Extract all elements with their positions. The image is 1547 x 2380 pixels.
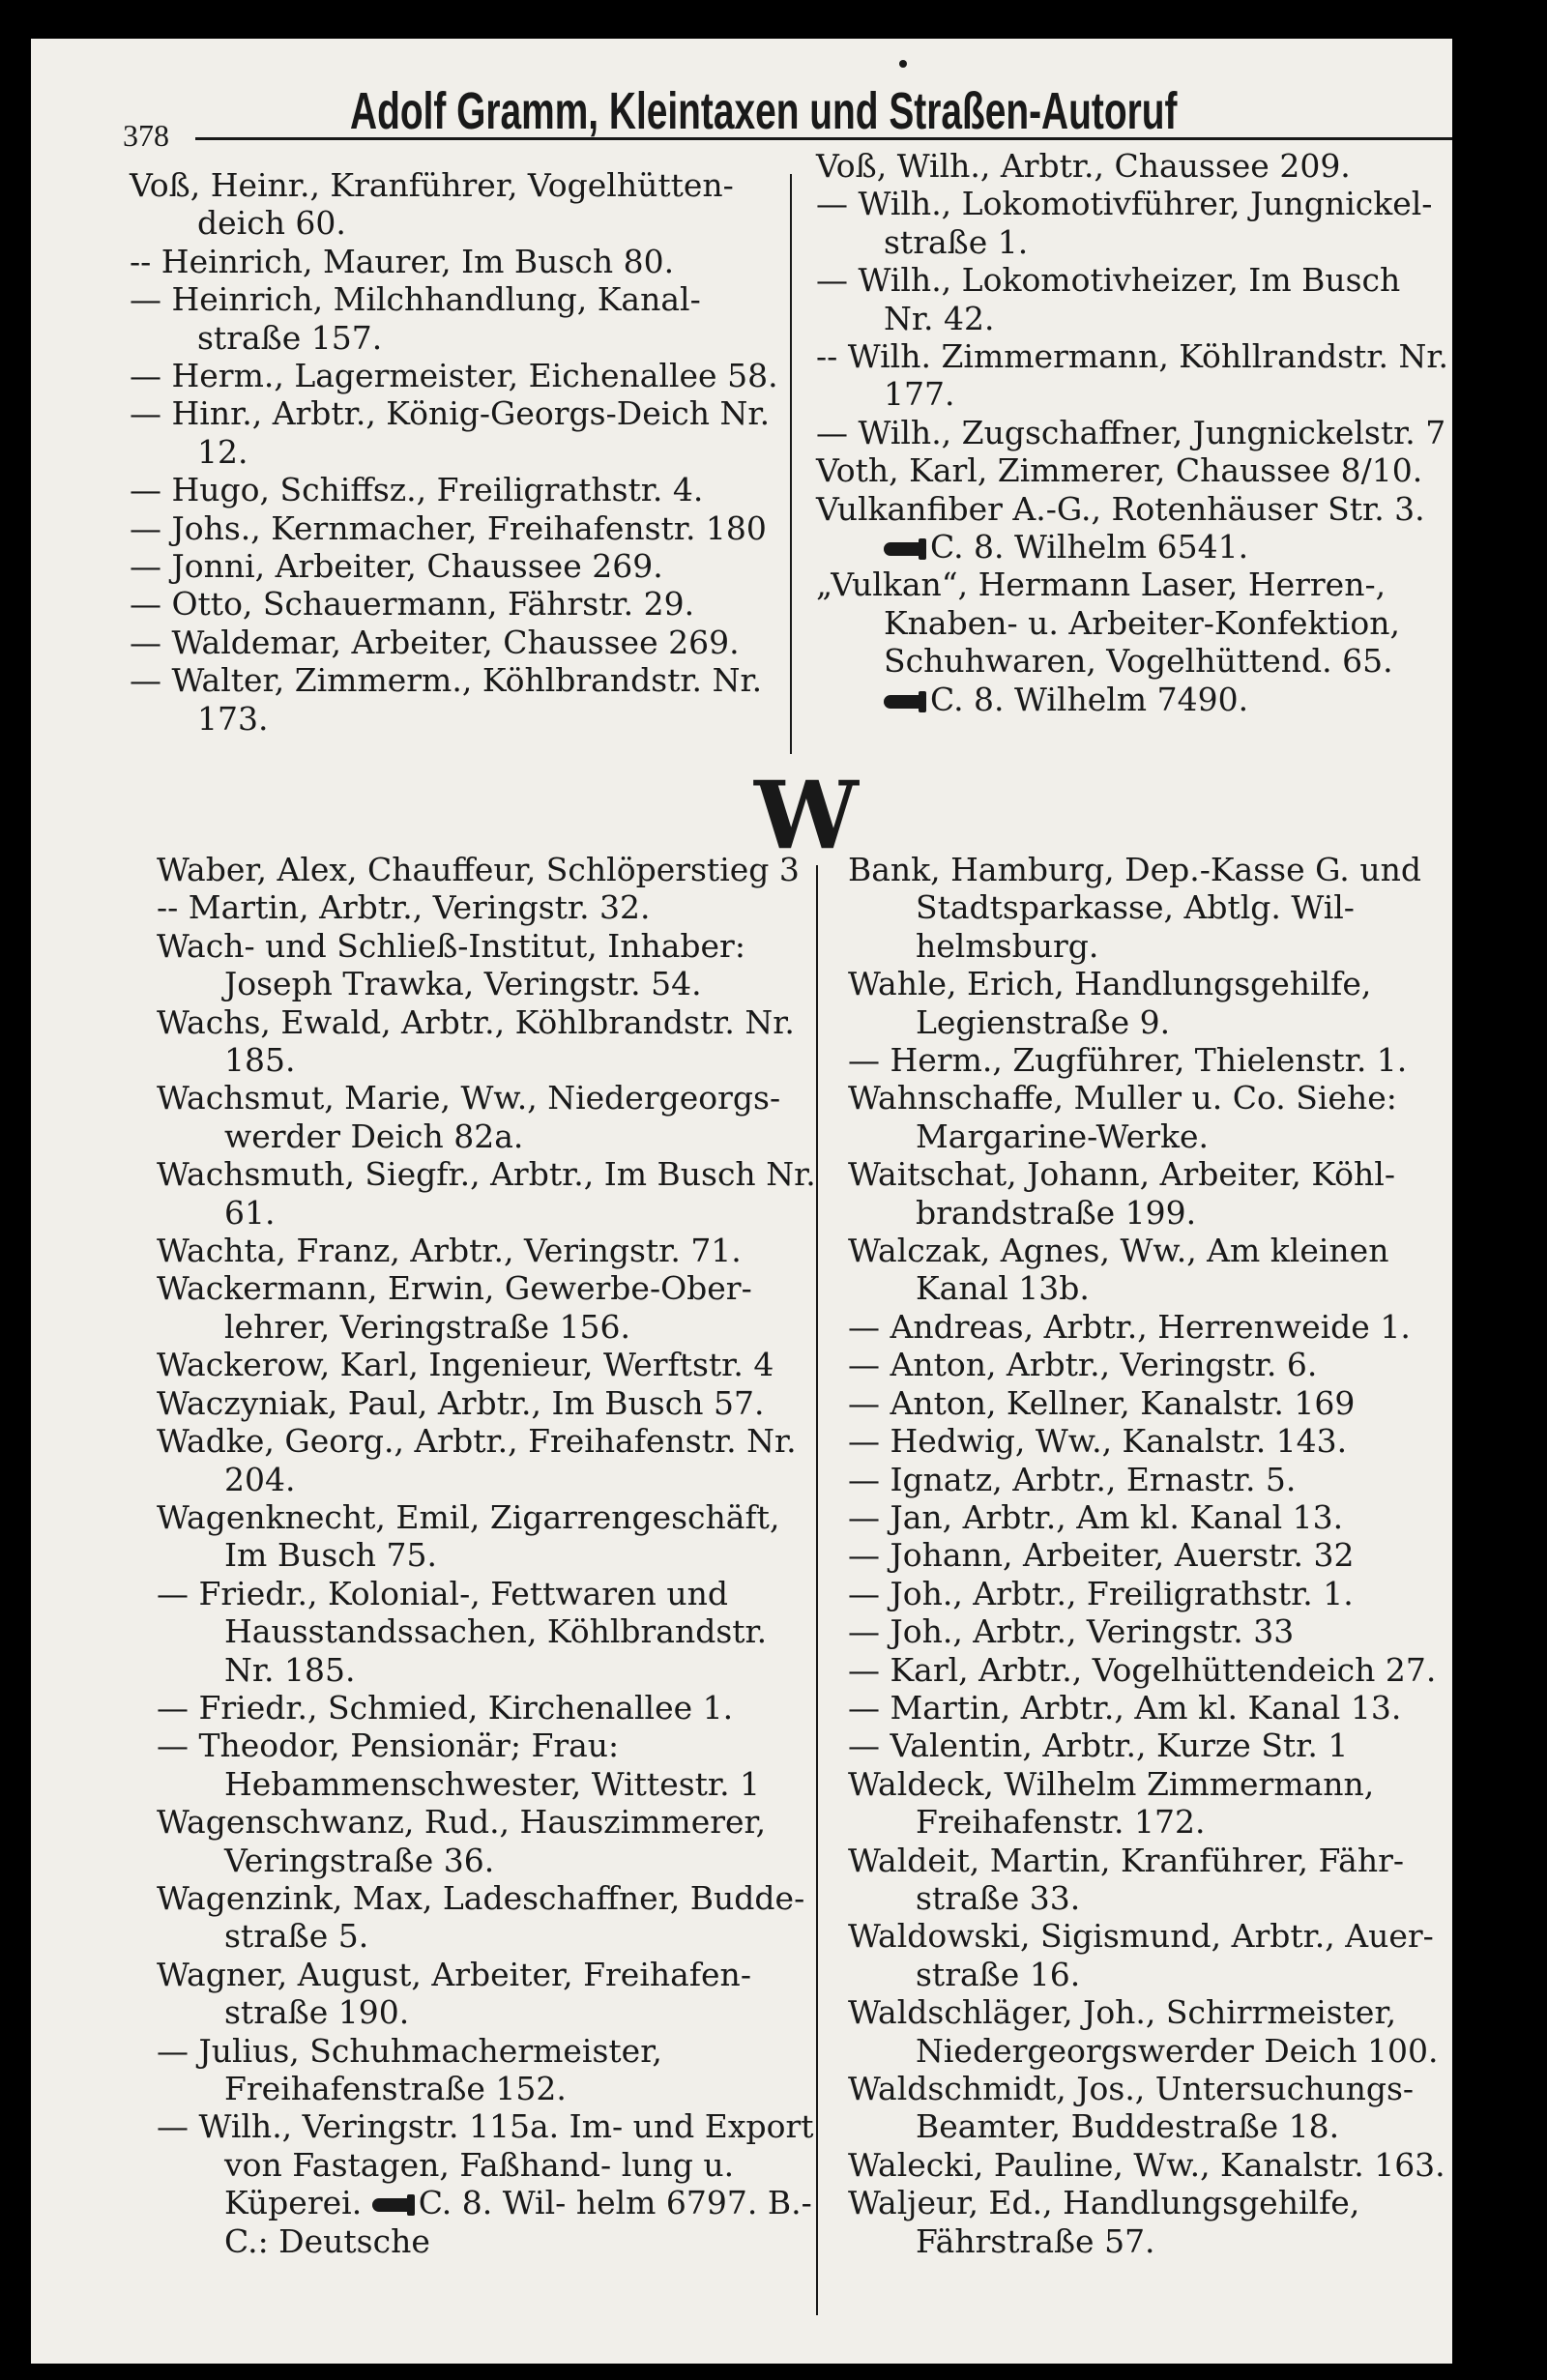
directory-entry bbox=[848, 1727, 1452, 1764]
directory-entry bbox=[130, 243, 797, 280]
directory-entry bbox=[848, 1536, 1452, 1574]
entry-continuation: Legienstraße 9. bbox=[916, 1002, 1171, 1041]
entry-text: — Hedwig, Ww., Kanalstr. 143. bbox=[848, 1422, 1348, 1461]
directory-entry bbox=[848, 1155, 1452, 1232]
entry-text: Wachs, Ewald, Arbtr., Köhlbrandstr. bbox=[157, 1002, 735, 1041]
entry-text: — Hugo, Schiffsz., Freiligrathstr. 4. bbox=[130, 471, 704, 509]
entry-text: — Wilh., Zugschaffner, Jungnickelstr. 7 bbox=[816, 413, 1446, 451]
directory-entry bbox=[848, 851, 1452, 965]
entry-continuation: Hausstandssachen, Köhlbrandstr. bbox=[224, 1612, 768, 1651]
directory-entry bbox=[816, 566, 1454, 718]
directory-entry bbox=[848, 1461, 1452, 1498]
entry-continuation: Nr. 12. bbox=[197, 394, 771, 471]
directory-entry bbox=[157, 1232, 824, 1269]
directory-entry bbox=[816, 261, 1454, 337]
entry-text: — Waldemar, Arbeiter, Chaussee 269. bbox=[130, 623, 740, 661]
entry-text: Waldschmidt, Jos., Untersuchungs- bbox=[848, 2070, 1415, 2107]
entry-text: Waldschläger, Joh., Schirrmeister, bbox=[848, 1993, 1397, 2032]
directory-entry bbox=[157, 1956, 824, 2032]
entry-text: — Julius, Schuhmachermeister, bbox=[157, 2031, 662, 2070]
entry-text: — Valentin, Arbtr., Kurze Str. 1 bbox=[848, 1727, 1349, 1765]
directory-entry bbox=[130, 547, 797, 585]
entry-text: — Joh., Arbtr., Veringstr. 33 bbox=[848, 1612, 1295, 1651]
entry-continuation: helm 6797. B.-C.: Deutsche bbox=[224, 2184, 812, 2260]
entry-text: Wach- und Schließ-Institut, Inhaber: bbox=[157, 926, 745, 965]
entry-text: — Jan, Arbtr., Am kl. Kanal 13. bbox=[848, 1497, 1344, 1536]
directory-entry bbox=[848, 1612, 1452, 1650]
directory-entry bbox=[130, 394, 797, 471]
directory-entry bbox=[130, 624, 797, 661]
entry-continuation: Export von Fastagen, Faßhand- bbox=[224, 2107, 814, 2184]
directory-entry bbox=[157, 1422, 824, 1498]
directory-entry bbox=[816, 185, 1454, 261]
entry-text: — Anton, Kellner, Kanalstr. 169 bbox=[848, 1383, 1356, 1422]
directory-entry bbox=[816, 337, 1454, 414]
directory-entry bbox=[157, 1727, 824, 1803]
directory-entry bbox=[848, 1993, 1452, 2070]
entry-text: Walecki, Pauline, Ww., Kanalstr. 163. bbox=[848, 2145, 1445, 2184]
entry-continuation: Schuhwaren, Vogelhüttend. 65. bbox=[884, 642, 1393, 681]
entry-text: Wackermann, Erwin, Gewerbe-Ober- bbox=[157, 1269, 752, 1308]
directory-entry bbox=[848, 965, 1452, 1041]
directory-entry bbox=[157, 1079, 824, 1155]
directory-entry bbox=[848, 1651, 1452, 1689]
column-top-left bbox=[130, 166, 797, 738]
directory-entry bbox=[816, 147, 1454, 185]
directory-entry bbox=[157, 851, 824, 888]
phone-number: C. 8. Wilhelm 7490. bbox=[930, 680, 1249, 718]
directory-entry bbox=[157, 1575, 824, 1689]
directory-entry bbox=[130, 509, 797, 547]
column-divider-top bbox=[790, 174, 792, 754]
entry-text: Waczyniak, Paul, Arbtr., Im Busch 57. bbox=[157, 1383, 765, 1422]
column-bottom-right bbox=[848, 851, 1452, 2260]
entry-text: — Friedr., Schmied, Kirchenallee 1. bbox=[157, 1688, 734, 1727]
entry-text: — Hinr., Arbtr., König-Georgs-Deich bbox=[130, 394, 711, 433]
entry-text: Waitschat, Johann, Arbeiter, Köhl- bbox=[848, 1155, 1395, 1194]
phone-line bbox=[884, 681, 1454, 718]
directory-entry bbox=[130, 585, 797, 623]
entry-continuation: Joseph Trawka, Veringstr. 54. bbox=[224, 965, 702, 1003]
entry-continuation: brandstraße 199. bbox=[916, 1193, 1197, 1232]
entry-text: — Heinrich, Milchhandlung, Kanal- bbox=[130, 280, 701, 319]
phone-number: C. 8. Wilhelm 6541. bbox=[930, 528, 1249, 566]
entry-text: Walczak, Agnes, Ww., Am kleinen bbox=[848, 1232, 1389, 1270]
telephone-icon bbox=[884, 695, 920, 709]
entry-continuation: Nr. 185. bbox=[224, 1650, 356, 1689]
directory-entry bbox=[848, 1384, 1452, 1422]
entry-continuation: und Stadtsparkasse, Abtlg. Wil- bbox=[916, 851, 1421, 927]
entry-continuation: lehrer, Veringstraße 156. bbox=[224, 1307, 630, 1346]
phone-number: C. 8. Wil- bbox=[418, 2184, 567, 2222]
entry-text: Voß, Heinr., Kranführer, Vogelhütten- bbox=[130, 166, 734, 204]
directory-entry bbox=[130, 357, 797, 394]
entry-text: — Wilh., Lokomotivführer, Jungnickel- bbox=[816, 185, 1433, 223]
directory-page bbox=[31, 39, 1452, 2364]
entry-text: — Johann, Arbeiter, Auerstr. 32 bbox=[848, 1536, 1355, 1575]
directory-entry bbox=[157, 2107, 824, 2260]
directory-entry bbox=[130, 280, 797, 357]
directory-entry bbox=[157, 2032, 824, 2108]
directory-entry bbox=[848, 1575, 1452, 1612]
entry-text: — Walter, Zimmerm., Köhlbrandstr. bbox=[130, 661, 703, 700]
directory-entry bbox=[157, 1003, 824, 1080]
entry-text: — Johs., Kernmacher, Freihafenstr. 180 bbox=[130, 508, 767, 547]
entry-continuation: Knaben- u. Arbeiter-Konfektion, bbox=[884, 603, 1400, 642]
entry-continuation: straße 16. bbox=[916, 1955, 1081, 1993]
entry-text: — Herm., Zugführer, Thielenstr. 1. bbox=[848, 1041, 1408, 1080]
directory-entry bbox=[848, 2184, 1452, 2260]
entry-continuation: deich 60. bbox=[197, 204, 346, 243]
entry-text: — Martin, Arbtr., Am kl. Kanal 13. bbox=[848, 1688, 1402, 1727]
entry-text: Wagenknecht, Emil, Zigarrengeschäft, bbox=[157, 1497, 780, 1536]
entry-continuation: straße 157. bbox=[197, 318, 383, 357]
directory-entry bbox=[157, 1384, 824, 1422]
header-rule bbox=[195, 137, 1452, 140]
entry-continuation: Freihafenstraße 152. bbox=[224, 2070, 567, 2107]
page-header bbox=[31, 39, 1452, 153]
telephone-icon bbox=[884, 542, 920, 556]
entry-text: -- Wilh. Zimmermann, Köhllrandstr. bbox=[816, 337, 1388, 376]
directory-entry bbox=[848, 1079, 1452, 1155]
page-number: 378 bbox=[123, 118, 169, 153]
directory-entry bbox=[157, 1155, 824, 1232]
entry-text: Voß, Wilh., Arbtr., Chaussee 209. bbox=[816, 147, 1351, 185]
directory-entry bbox=[157, 1346, 824, 1383]
directory-entry bbox=[157, 1879, 824, 1956]
entry-text: Wahle, Erich, Handlungsgehilfe, bbox=[848, 965, 1372, 1003]
directory-entry bbox=[157, 927, 824, 1003]
entry-text: Wagenzink, Max, Ladeschaffner, Budde- bbox=[157, 1878, 805, 1917]
entry-continuation: Nr. 61. bbox=[224, 1155, 816, 1232]
entry-text: Waljeur, Ed., Handlungsgehilfe, bbox=[848, 2184, 1360, 2222]
entry-text: Wackerow, Karl, Ingenieur, Werftstr. 4 bbox=[157, 1346, 774, 1384]
entry-continuation: Nr. 173. bbox=[197, 661, 763, 738]
entry-continuation: Veringstraße 36. bbox=[224, 1841, 495, 1879]
entry-continuation: Im Busch 75. bbox=[224, 1536, 437, 1575]
entry-text: Wagner, August, Arbeiter, Freihafen- bbox=[157, 1955, 751, 1993]
entry-text: — Jonni, Arbeiter, Chaussee 269. bbox=[130, 547, 663, 586]
directory-entry bbox=[848, 1346, 1452, 1383]
entry-text: „Vulkan“, Hermann Laser, Herren-, bbox=[816, 566, 1386, 604]
entry-text: — Karl, Arbtr., Vogelhüttendeich 27. bbox=[848, 1650, 1437, 1689]
entry-continuation: straße 33. bbox=[916, 1878, 1081, 1917]
section-letter: W bbox=[754, 761, 859, 870]
directory-entry bbox=[848, 1765, 1452, 1842]
entry-continuation: Nr. 185. bbox=[224, 1002, 795, 1080]
entry-continuation: Hebammenschwester, Wittestr. 1 bbox=[224, 1764, 761, 1803]
entry-continuation: helmsburg. bbox=[916, 926, 1099, 965]
entry-text: — Otto, Schauermann, Fährstr. 29. bbox=[130, 585, 695, 624]
directory-entry bbox=[848, 1232, 1452, 1308]
entry-text: — Friedr., Kolonial-, Fettwaren und bbox=[157, 1574, 728, 1612]
entry-text: — Wilh., Veringstr. 115a. Im- und bbox=[157, 2107, 695, 2146]
entry-continuation: Niedergeorgswerder Deich 100. bbox=[916, 2031, 1439, 2070]
entry-text: — Andreas, Arbtr., Herrenweide 1. bbox=[848, 1307, 1411, 1346]
column-top-right bbox=[816, 147, 1454, 718]
directory-entry bbox=[816, 414, 1454, 451]
entry-continuation: Fährstraße 57. bbox=[916, 2221, 1155, 2260]
phone-line bbox=[884, 528, 1454, 566]
directory-entry bbox=[848, 1498, 1452, 1536]
entry-continuation: straße 190. bbox=[224, 1993, 410, 2032]
directory-entry bbox=[848, 1041, 1452, 1079]
entry-continuation: Beamter, Buddestraße 18. bbox=[916, 2107, 1340, 2146]
entry-continuation: Nr. 42. bbox=[884, 299, 995, 337]
directory-entry bbox=[848, 1689, 1452, 1727]
entry-text: Voth, Karl, Zimmerer, Chaussee 8/10. bbox=[816, 451, 1423, 490]
running-title: Adolf Gramm, Kleintaxen und Straßen-Autoruf bbox=[350, 82, 1178, 140]
entry-text: Waldeit, Martin, Kranführer, Fähr- bbox=[848, 1841, 1405, 1879]
telephone-icon bbox=[372, 2198, 409, 2212]
directory-entry bbox=[130, 661, 797, 738]
entry-text: Wadke, Georg., Arbtr., Freihafenstr. bbox=[157, 1422, 737, 1461]
entry-continuation: lung u. Küperei. bbox=[224, 2145, 735, 2222]
directory-entry bbox=[157, 1269, 824, 1346]
directory-entry bbox=[157, 888, 824, 926]
column-divider-bottom bbox=[816, 865, 818, 2315]
entry-text: — Ignatz, Arbtr., Ernastr. 5. bbox=[848, 1460, 1297, 1498]
entry-continuation: Siehe: Margarine-Werke. bbox=[916, 1079, 1397, 1155]
column-bottom-left bbox=[157, 851, 824, 2260]
entry-text: Wachsmuth, Siegfr., Arbtr., Im Busch bbox=[157, 1155, 756, 1194]
entry-text: -- Heinrich, Maurer, Im Busch 80. bbox=[130, 242, 675, 280]
entry-continuation: Freihafenstr. 172. bbox=[916, 1803, 1206, 1842]
entry-continuation: straße 1. bbox=[884, 222, 1029, 261]
directory-entry bbox=[848, 1422, 1452, 1460]
entry-text: Waber, Alex, Chauffeur, Schlöperstieg 3 bbox=[157, 851, 800, 888]
directory-entry bbox=[848, 2146, 1452, 2184]
directory-entry bbox=[848, 2070, 1452, 2146]
entry-text: — Joh., Arbtr., Freiligrathstr. 1. bbox=[848, 1574, 1354, 1612]
entry-continuation: Nr. 204. bbox=[224, 1422, 797, 1498]
directory-entry bbox=[848, 1308, 1452, 1346]
entry-continuation: werder Deich 82a. bbox=[224, 1117, 524, 1155]
entry-text: Waldeck, Wilhelm Zimmermann, bbox=[848, 1764, 1375, 1803]
directory-entry bbox=[816, 490, 1454, 566]
entry-text: Wachsmut, Marie, Ww., Niedergeorgs- bbox=[157, 1079, 781, 1117]
directory-entry bbox=[157, 1803, 824, 1879]
entry-text: Wahnschaffe, Muller u. Co. bbox=[848, 1079, 1286, 1117]
directory-entry bbox=[130, 471, 797, 508]
directory-entry bbox=[130, 166, 797, 243]
directory-entry bbox=[848, 1842, 1452, 1918]
entry-text: -- Martin, Arbtr., Veringstr. 32. bbox=[157, 888, 651, 927]
header-dot bbox=[899, 60, 907, 68]
entry-text: — Wilh., Lokomotivheizer, Im Busch bbox=[816, 261, 1401, 300]
directory-entry bbox=[157, 1689, 824, 1727]
entry-text: Waldowski, Sigismund, Arbtr., Auer- bbox=[848, 1917, 1434, 1956]
entry-text: — Anton, Arbtr., Veringstr. 6. bbox=[848, 1346, 1318, 1384]
entry-text: Wachta, Franz, Arbtr., Veringstr. 71. bbox=[157, 1232, 742, 1270]
directory-entry bbox=[816, 451, 1454, 489]
entry-text: — Theodor, Pensionär; Frau: bbox=[157, 1727, 620, 1765]
entry-continuation: Nr. 177. bbox=[884, 337, 1448, 414]
directory-entry bbox=[157, 1498, 824, 1575]
entry-continuation: Kanal 13b. bbox=[916, 1269, 1090, 1308]
directory-entry bbox=[848, 1917, 1452, 1993]
entry-text: — Herm., Lagermeister, Eichenallee 58. bbox=[130, 357, 778, 395]
entry-text: Bank, Hamburg, Dep.-Kasse G. bbox=[848, 851, 1350, 888]
entry-text: Wagenschwanz, Rud., Hauszimmerer, bbox=[157, 1803, 767, 1842]
entry-text: Vulkanfiber A.-G., Rotenhäuser Str. 3. bbox=[816, 489, 1425, 528]
entry-continuation: straße 5. bbox=[224, 1917, 369, 1956]
